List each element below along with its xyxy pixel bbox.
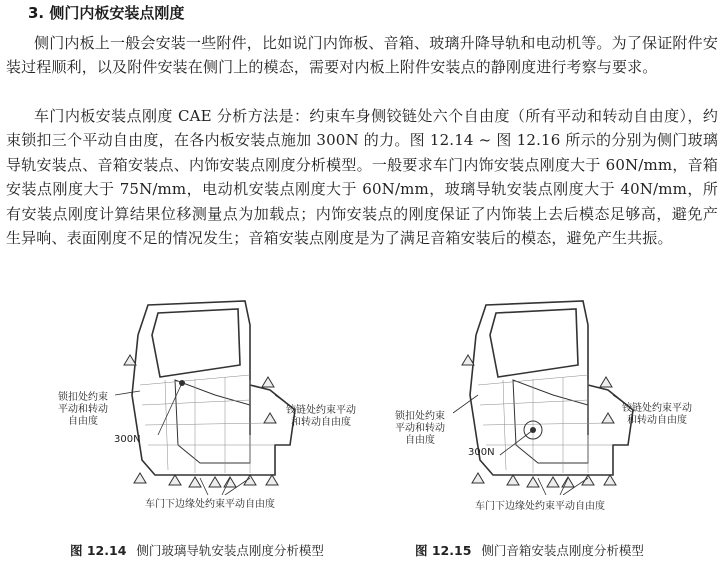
hinge-constraint-label: 铰链处约束平动 和转动自由度	[286, 405, 356, 428]
lock-constraint-label: 锁扣处约束 平动和转动 自由度	[58, 392, 108, 427]
paragraph-method: 车门内板安装点刚度 CAE 分析方法是：约束车身侧铰链处六个自由度（所有平动和转动自由度），约束锁扣三个平动自由度，在各内板安装点施加 300N 的力。图 12.14 ~ 图 12.16 所示的分别为侧门玻璃导轨安装点、音箱安装点、内饰安装点刚度分析模型。一般要求车门内饰安装点刚度大于 60N/mm，音箱安装点刚度大于 75N/mm，电动机安装点刚度大于 60N/mm，玻璃导轨安装点刚度大于 40N/mm，所有安装点刚度计算结果位移测量点为加载点；内饰安装点的刚度保证了内饰装上去后模态足够高，避免产生异响、表面刚度不足的情况发生；音箱安装点刚度是为了满足音箱安装后的模态，避免产生共振。	[6, 107, 718, 248]
lock-constraint-label: 锁扣处约束 平动和转动 自由度	[395, 411, 445, 446]
paragraph-intro: 侧门内板上一般会安装一些附件，比如说门内饰板、音箱、玻璃升降导轨和电动机等。为了保证附件安装过程顺利，以及附件安装在侧门上的模态，需要对内板上附件安装点的静刚度进行考察与要求。	[6, 34, 718, 77]
figure-caption-12-15: 图 12.15 侧门音箱安装点刚度分析模型	[415, 543, 644, 558]
section-heading: 3. 侧门内板安装点刚度	[28, 4, 185, 22]
figure-caption-12-14: 图 12.14 侧门玻璃导轨安装点刚度分析模型	[70, 543, 324, 558]
door-fe-model-drawing	[100, 295, 340, 495]
force-label: 300N	[114, 434, 141, 445]
figure-glass-rail-model	[58, 295, 356, 525]
bottom-edge-constraint-label: 车门下边缘处约束平动自由度	[475, 501, 605, 512]
bottom-edge-constraint-label: 车门下边缘处约束平动自由度	[145, 499, 275, 510]
door-fe-model-drawing	[438, 295, 678, 495]
figure-speaker-model	[390, 295, 690, 525]
hinge-constraint-label: 铰链处约束平动 和转动自由度	[622, 403, 692, 426]
force-label: 300N	[468, 447, 495, 458]
